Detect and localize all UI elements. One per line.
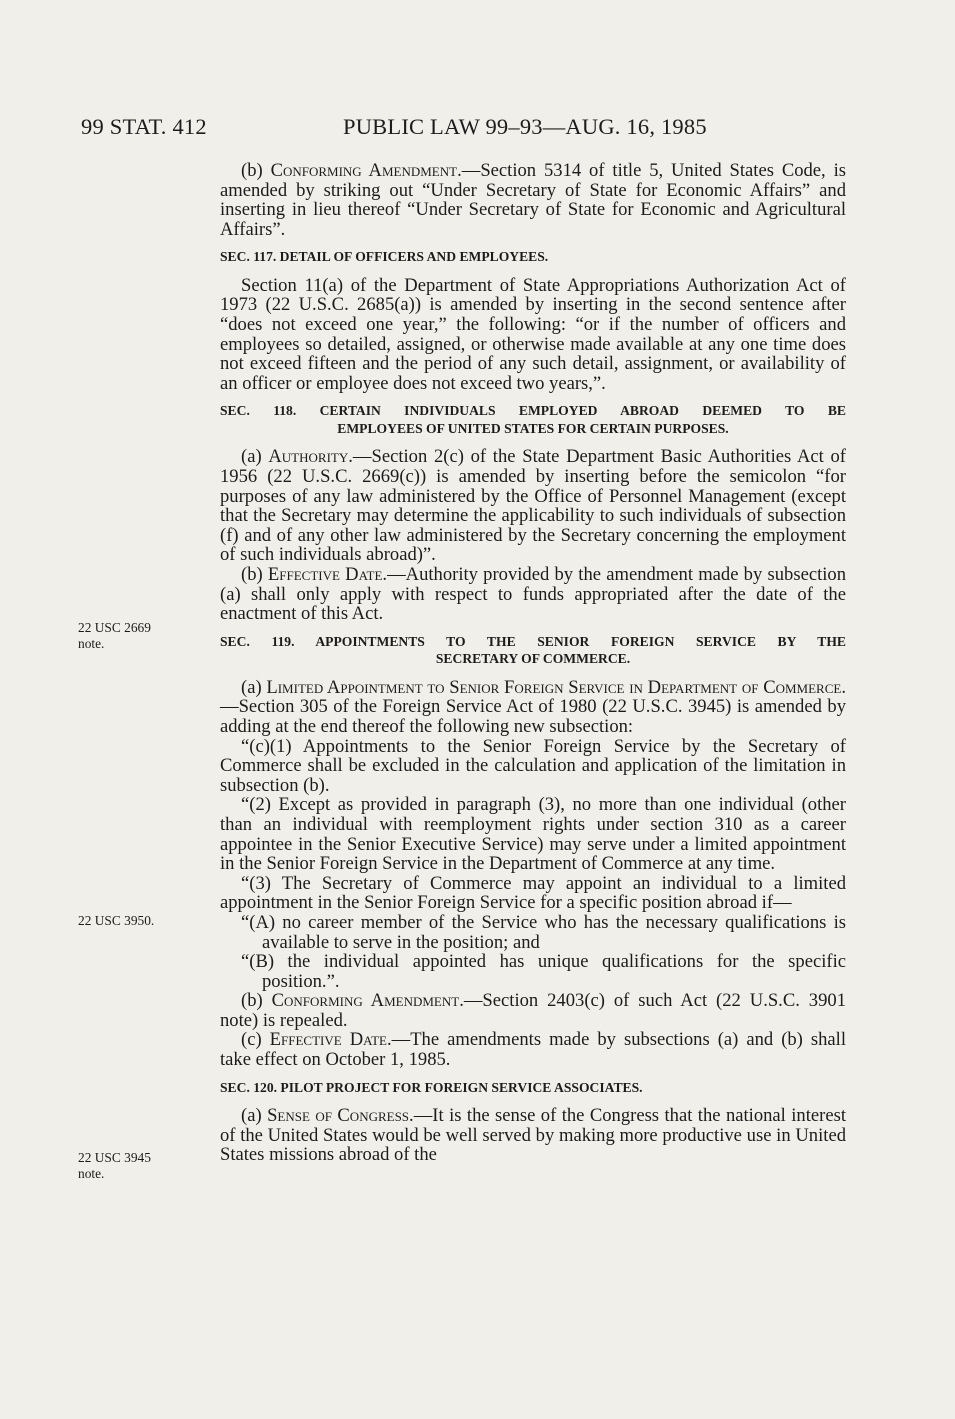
- paragraph-heading: Sense of Congress: [267, 1105, 410, 1127]
- paragraph-label: (a): [241, 446, 269, 468]
- paragraph-heading: Effective Date: [269, 1029, 387, 1051]
- margin-note-22usc2669: [78, 620, 151, 651]
- margin-note-line: note.: [78, 635, 105, 651]
- section-117-heading: [220, 248, 846, 266]
- paragraph-text: .—It is the sense of the Congress that the national interest of the United States would be well served by making more productive use in United States missions abroad of the: [220, 1105, 846, 1166]
- section-119-cA: “(A) no career member of the Service who has the necessary qualifications is available to serve in the position; and: [241, 911, 846, 953]
- paragraph-text: .—Section 5314 of title 5, United States Code, is amended by striking out “Under Secretary of State for Economic Affairs” and inserting in lieu thereof “Under Secretary of State for Economic and Agricultural Affairs”.: [220, 160, 846, 240]
- paragraph-label: (b): [241, 564, 268, 585]
- section-title: SEC. 117. DETAIL OF OFFICERS AND EMPLOYEES.: [220, 249, 549, 265]
- section-119-cB: “(B) the individual appointed has unique qualifications for the specific position.”.: [241, 951, 846, 992]
- paragraph-heading: Conforming Amendment: [271, 990, 460, 1012]
- section-title-line: EMPLOYEES OF UNITED STATES FOR CERTAIN PURPOSES.: [337, 420, 729, 436]
- paragraph-label: (a): [241, 676, 267, 698]
- paragraph-label: (b): [241, 990, 272, 1012]
- paragraph-text: .—The amendments made by subsections (a) and (b) shall take effect on October 1, 1985.: [220, 1029, 847, 1071]
- section-118-b: [220, 565, 846, 624]
- paragraph-heading: Authority: [268, 446, 349, 468]
- section-119-b: [220, 991, 846, 1030]
- document-body: [220, 161, 846, 1165]
- margin-note-line: 22 USC 3945: [78, 1150, 151, 1165]
- section-120-a: [220, 1106, 846, 1165]
- section-title-line: SEC. 119. APPOINTMENTS TO THE SENIOR FOREIGN SERVICE BY THE: [220, 633, 846, 649]
- paragraph-label: (b): [241, 160, 271, 181]
- section-119-c3: “(3) The Secretary of Commerce may appoint an individual to a limited appointment in the Senior Foreign Service for a specific position abroad if—: [220, 872, 846, 914]
- section-119-c1: “(c)(1) Appointments to the Senior Foreign Service by the Secretary of Commerce shall be excluded in the calculation and application of the limitation in subsection (b).: [220, 735, 846, 796]
- section-118-a: [220, 447, 846, 565]
- statute-page-number: 99 STAT. 412: [81, 114, 207, 139]
- section-119-c2: “(2) Except as provided in paragraph (3), no more than one individual (other than an individual with reemployment rights under section 310 as a career appointee in the Senior Executive Service) may serve under a limited appointment in the Senior Foreign Service in the Department of Commerce at any time.: [220, 794, 846, 875]
- margin-note-22usc3950: [78, 913, 154, 929]
- paragraph-heading: Conforming Amendment: [270, 160, 458, 181]
- margin-note-22usc3945: [78, 1150, 151, 1181]
- paragraph-conforming-amendment: [220, 161, 846, 239]
- section-119-heading: [220, 633, 846, 668]
- page-header-title: PUBLIC LAW 99–93—AUG. 16, 1985: [343, 114, 707, 139]
- paragraph-text: .—Authority provided by the amendment made by subsection (a) shall only apply with respect to funds appropriated after the date of the enactment of this Act.: [220, 564, 846, 625]
- paragraph-heading: Effective Date: [267, 564, 383, 585]
- paragraph-text: .—Section 2(c) of the State Department Basic Authorities Act of 1956 (22 U.S.C. 2669(c)) is amended by inserting before the semicolon “for purposes of any law administered by the Office of Personnel Management (except that the Secretary may determine the applicability to such individuals of subsection (f) and of any other law administered by the Secretary concerning the employment of such individuals abroad)”.: [220, 446, 846, 566]
- paragraph-text: .—Section 305 of the Foreign Service Act of 1980 (22 U.S.C. 3945) is amended by adding at the end thereof the following new subsection:: [220, 676, 846, 737]
- paragraph-label: (a): [241, 1105, 268, 1127]
- section-120-heading: [220, 1079, 846, 1097]
- section-title-line: SEC. 118. CERTAIN INDIVIDUALS EMPLOYED ABROAD DEEMED TO BE: [220, 403, 846, 419]
- section-117-text: Section 11(a) of the Department of State Appropriations Authorization Act of 1973 (22 U.S.C. 2685(a)) is amended by inserting in the second sentence after “does not exceed one year,” the following: “or if the number of officers and employees so detailed, assigned, or otherwise made available at any one time does not exceed fifteen and the period of any such detail, assignment, or availability of an officer or employee does not exceed two years,”.: [220, 274, 846, 394]
- section-119-c: [220, 1030, 846, 1069]
- section-title: SEC. 120. PILOT PROJECT FOR FOREIGN SERVICE ASSOCIATES.: [220, 1079, 643, 1095]
- section-118-heading: [220, 402, 846, 437]
- paragraph-text: .—Section 2403(c) of such Act (22 U.S.C. 3901 note) is repealed.: [220, 990, 846, 1031]
- margin-note-line: note.: [78, 1165, 105, 1181]
- margin-note-line: 22 USC 3950.: [78, 913, 155, 928]
- paragraph-heading: Limited Appointment to Senior Foreign Service in Department of Commerce: [266, 676, 842, 698]
- section-119-a: [220, 678, 846, 737]
- paragraph-label: (c): [241, 1029, 270, 1051]
- margin-note-line: 22 USC 2669: [78, 620, 151, 635]
- section-title-line: SECRETARY OF COMMERCE.: [435, 651, 631, 667]
